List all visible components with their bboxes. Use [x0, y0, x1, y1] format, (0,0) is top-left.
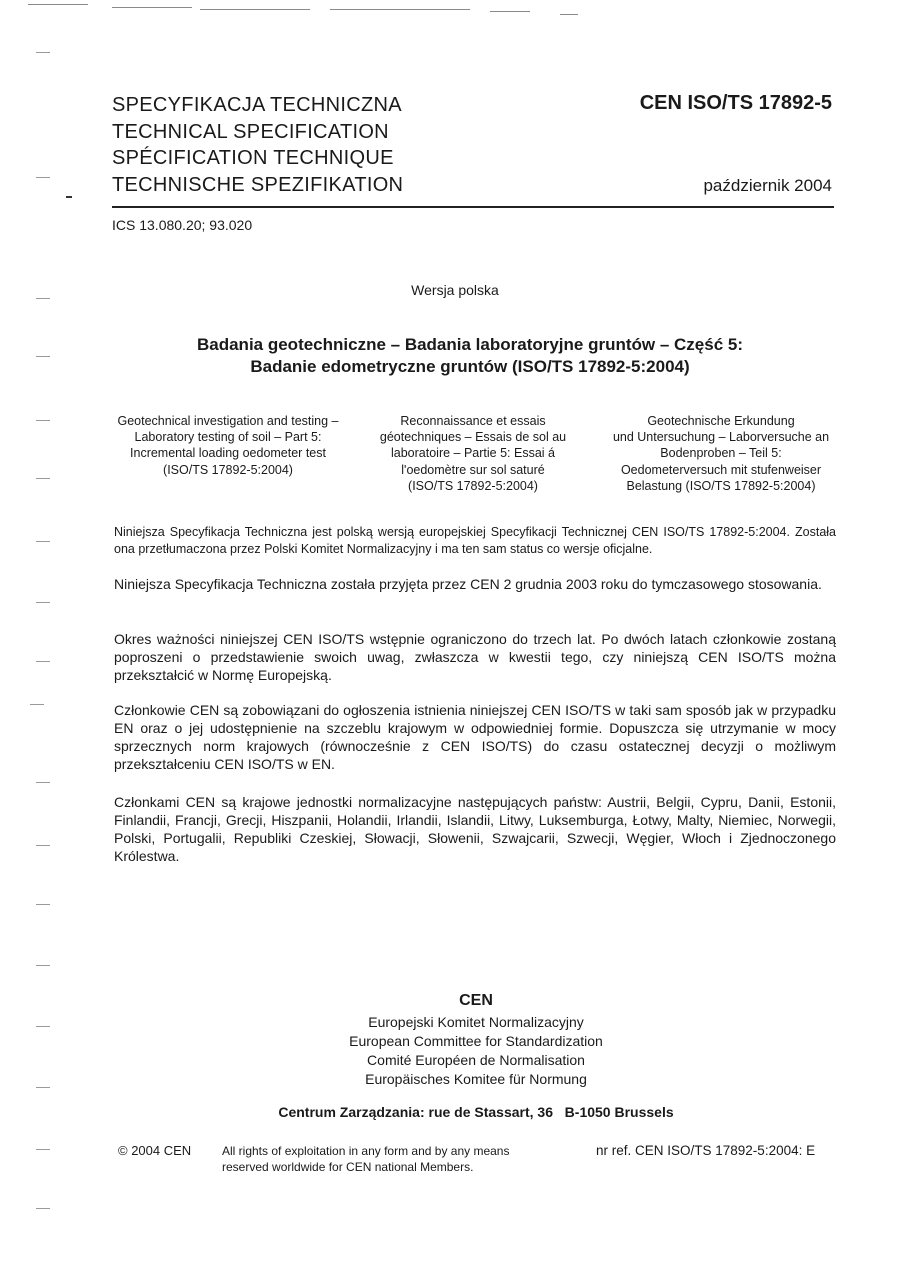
spec-title-en: TECHNICAL SPECIFICATION	[112, 120, 389, 143]
version-label: Wersja polska	[411, 282, 499, 298]
scan-artifact	[36, 965, 50, 966]
scan-artifact	[490, 11, 530, 12]
translation-line: Laboratory testing of soil – Part 5:	[134, 430, 322, 445]
document-number: CEN ISO/TS 17892-5	[639, 92, 832, 114]
cen-name-de: Europäisches Komitee für Normung	[365, 1071, 587, 1087]
document-title	[100, 334, 840, 378]
headquarters-address: Centrum Zarządzania: rue de Stassart, 36 B-1050 Brussels	[278, 1104, 674, 1120]
cen-name-fr: Comité Européen de Normalisation	[367, 1052, 585, 1068]
translation-line: (ISO/TS 17892-5:2004)	[408, 478, 538, 493]
scan-artifact	[560, 14, 578, 15]
scan-artifact	[36, 356, 50, 357]
title-translation-de	[598, 413, 844, 494]
scan-artifact	[112, 7, 192, 8]
scan-artifact	[36, 1208, 50, 1209]
translation-line: Bodenproben – Teil 5:	[660, 446, 782, 461]
translation-line: Oedometerversuch mit stufenweiser	[620, 462, 822, 477]
title-line-2: Badanie edometryczne gruntów (ISO/TS 17892-5:2004)	[250, 357, 690, 376]
scan-artifact	[28, 4, 88, 5]
scan-artifact	[36, 541, 50, 542]
scan-artifact	[36, 177, 50, 178]
spec-title-fr: SPÉCIFICATION TECHNIQUE	[112, 147, 394, 169]
scan-artifact	[36, 420, 50, 421]
scan-artifact	[36, 602, 50, 603]
translation-line: (ISO/TS 17892-5:2004)	[163, 462, 293, 477]
reference-number: nr ref. CEN ISO/TS 17892-5:2004: E	[596, 1143, 816, 1158]
scan-artifact	[36, 52, 50, 53]
header-divider	[112, 206, 834, 208]
scan-artifact	[66, 196, 72, 198]
paragraph-obligations: Członkowie CEN są zobowiązani do ogłoszenia istnienia niniejszej CEN ISO/TS w taki sam sposób jak w przypadku EN oraz o jej udostępnienie na szczeblu krajowym w odpowiedniej formie. Dopuszcza się utrzymanie w mocy sprzecznych norm krajowych (równocześnie z CEN ISO/TS) do czasu ostatecznej decyzji o możliwym przekształceniu CEN ISO/TS w EN.	[114, 702, 836, 772]
paragraph-polish-version: Niniejsza Specyfikacja Techniczna jest polską wersją europejskiej Specyfikacji Technicznej CEN ISO/TS 17892-5:2004. Została ona przetłumaczona przez Polski Komitet Normalizacyjny i ma ten sam status co wersje oficjalne.	[114, 525, 836, 556]
title-translation-en	[110, 413, 346, 478]
cen-names	[0, 1013, 910, 1089]
cen-title: CEN	[459, 992, 493, 1009]
spec-title-de: TECHNISCHE SPEZIFIKATION	[112, 173, 404, 196]
translation-line: laboratoire – Partie 5: Essai á	[391, 446, 555, 461]
translation-line: Incremental loading oedometer test	[130, 446, 326, 461]
scan-artifact	[36, 782, 50, 783]
rights-notice	[222, 1143, 509, 1175]
spec-type-titles	[112, 92, 403, 198]
spec-title-pl: SPECYFIKACJA TECHNICZNA	[112, 94, 402, 116]
translation-line: Geotechnical investigation and testing –	[117, 414, 339, 428]
translation-line: Geotechnische Erkundung	[647, 414, 795, 428]
rights-line-1: All rights of exploitation in any form and by any means	[222, 1144, 510, 1158]
copyright: © 2004 CEN	[118, 1143, 192, 1158]
document-date: październik 2004	[703, 176, 832, 195]
scan-artifact	[36, 661, 50, 662]
scan-artifact	[200, 9, 310, 10]
paragraph-members: Członkami CEN są krajowe jednostki normalizacyjne następujących państw: Austrii, Belgii, Cypru, Danii, Estonii, Finlandii, Francji, Grecji, Hiszpanii, Holandii, Irlandii, Islandii, Litwy, Luksemburga, Łotwy, Malty, Niemiec, Norwegii, Polski, Portugalii, Republiki Czeskiej, Słowacji, Słowenii, Szwajcarii, Szwecji, Węgier, Włoch i Zjednoczonego Królestwa.	[114, 794, 836, 864]
paragraph-adoption: Niniejsza Specyfikacja Techniczna została przyjęta przez CEN 2 grudnia 2003 roku do tymczasowego stosowania.	[114, 576, 822, 592]
title-line-1: Badania geotechniczne – Badania laboratoryjne gruntów – Część 5:	[196, 335, 744, 354]
scan-artifact	[36, 1149, 50, 1150]
cen-name-pl: Europejski Komitet Normalizacyjny	[368, 1014, 584, 1030]
ics-code: ICS 13.080.20; 93.020	[112, 217, 253, 233]
translation-line: Belastung (ISO/TS 17892-5:2004)	[626, 478, 816, 493]
scan-artifact	[330, 9, 470, 10]
translation-line: l'oedomètre sur sol saturé	[401, 462, 545, 477]
cen-name-en: European Committee for Standardization	[349, 1033, 603, 1049]
translation-line: géotechniques – Essais de sol au	[379, 430, 567, 445]
translation-line: Reconnaissance et essais	[400, 414, 546, 428]
translation-line: und Untersuchung – Laborversuche an	[612, 430, 830, 445]
paragraph-validity: Okres ważności niniejszej CEN ISO/TS wstępnie ograniczono do trzech lat. Po dwóch latach członkowie zostaną poproszeni o przedstawienie swoich uwag, zwłaszcza w kwestii tego, czy niniejszą CEN ISO/TS można przekształcić w Normę Europejską.	[114, 631, 836, 683]
title-translation-fr	[360, 413, 586, 494]
scan-artifact	[36, 845, 50, 846]
scan-artifact	[36, 298, 50, 299]
scan-artifact	[36, 478, 50, 479]
scan-artifact	[30, 704, 44, 705]
rights-line-2: reserved worldwide for CEN national Members.	[222, 1160, 474, 1174]
scan-artifact	[36, 904, 50, 905]
